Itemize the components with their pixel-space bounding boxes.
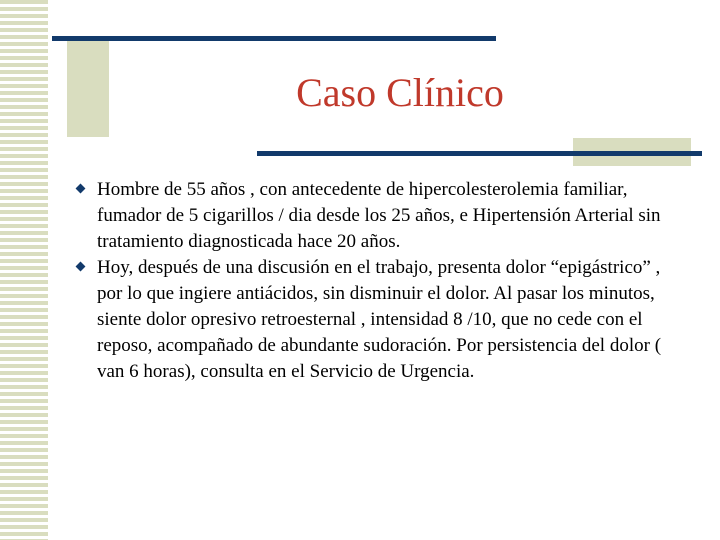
decorative-stripe [0, 0, 52, 540]
bullet-item [74, 255, 689, 385]
title-rule-top [52, 36, 496, 41]
slide-title: Caso Clínico [296, 70, 504, 115]
title-rule-bottom [257, 151, 702, 156]
bullet-text: Hoy, después de una discusión en el trabajo, presenta dolor “epigástrico” , por lo que ingiere antiácidos, sin disminuir el dolor. Al pasar los minutos, siente dolor opresivo retroesternal , intensidad 8 /10, que no cede con el reposo, acompañado de abundante sudoración. Por persistencia del dolor ( van 6 horas), consulta en el Servicio de Urgencia. [97, 257, 662, 382]
accent-block-top [67, 40, 109, 137]
diamond-bullet-icon [76, 184, 86, 194]
bullet-list [74, 177, 689, 385]
diamond-bullet-icon [76, 262, 86, 272]
stripe-edge [48, 0, 52, 540]
bullet-item [74, 177, 689, 255]
bullet-text: Hombre de 55 años , con antecedente de hipercolesterolemia familiar, fumador de 5 cigarillos / dia desde los 25 años, e Hipertensión Arterial sin tratamiento diagnosticada hace 20 años. [97, 179, 661, 252]
